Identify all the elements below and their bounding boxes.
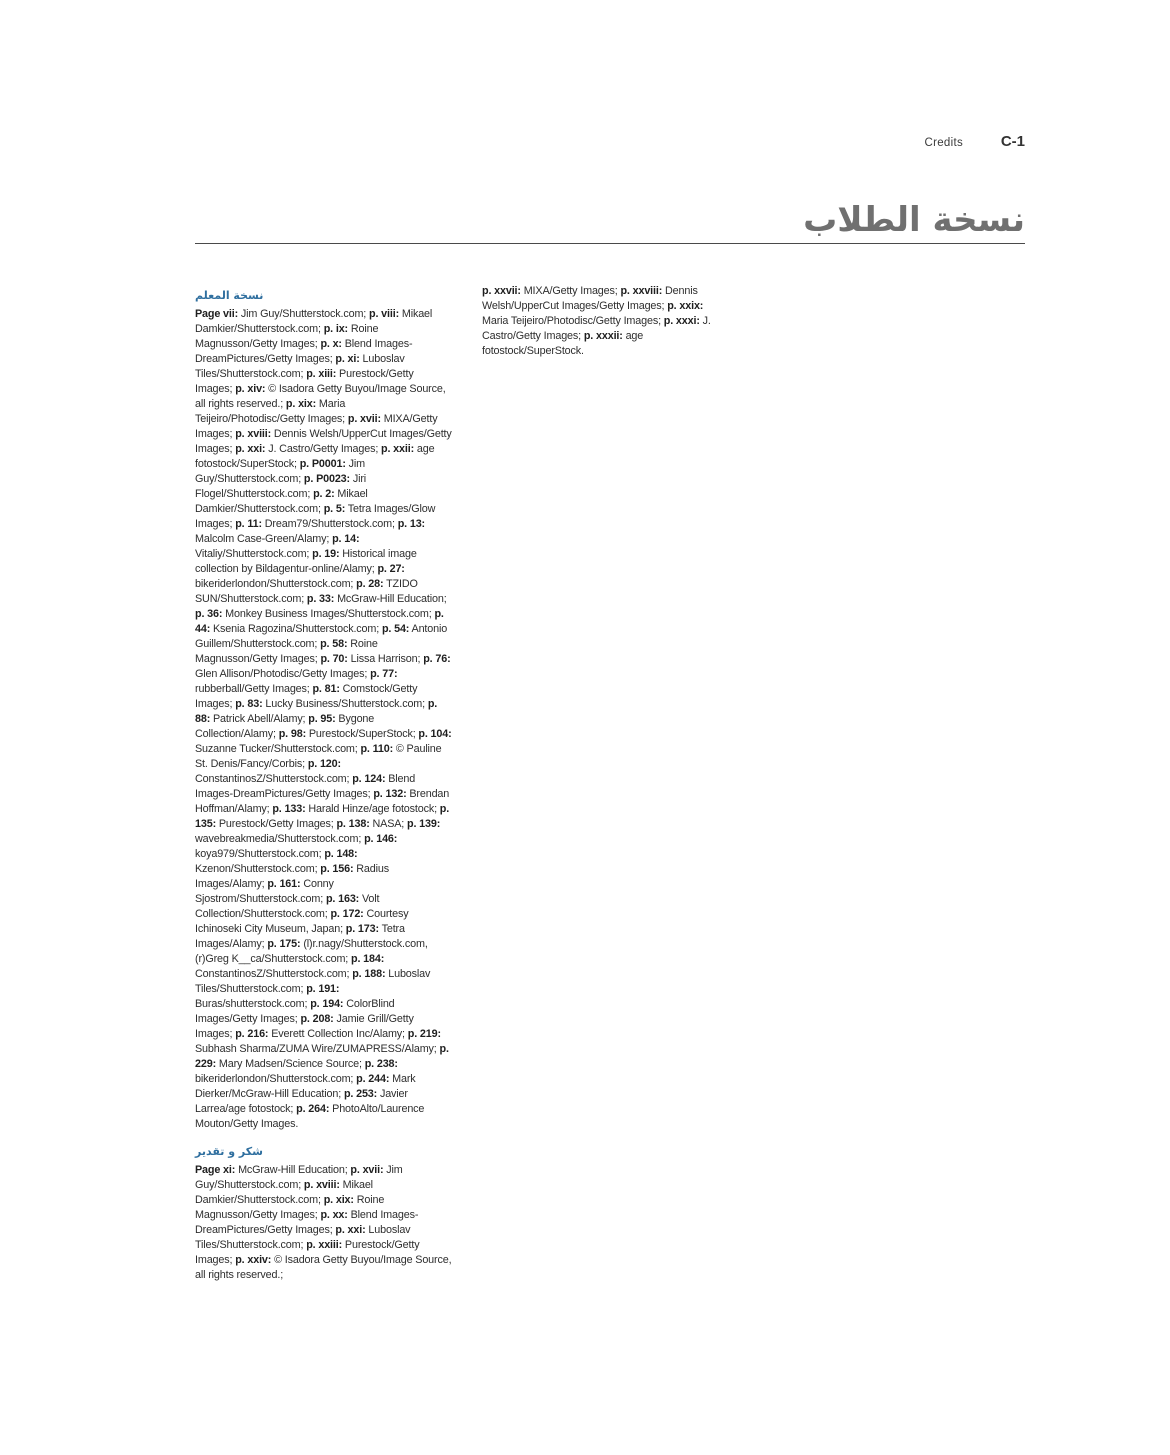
credits-column-left [195, 288, 453, 1283]
page-reference: Page xi: [195, 1164, 236, 1176]
page-reference: p. 173: [345, 923, 379, 935]
header-section-label: Credits [924, 137, 963, 149]
page-reference: p. xix: [323, 1194, 354, 1206]
page-reference: p. 27: [377, 563, 405, 575]
page-reference: p. 238: [364, 1058, 398, 1070]
title-rule [195, 243, 1025, 244]
page-reference: p. xxvii: [482, 285, 521, 297]
page-reference: p. 161: [267, 878, 301, 890]
page-reference: p. 132: [373, 788, 407, 800]
credits-text: p. xxvii: MIXA/Getty Images; p. xxviii: Dennis Welsh/UpperCut Images/Getty Images; p. xxix: Maria Teijeiro/Photodisc/Getty Images; p. xxxi: J. Castro/Getty Images; p. xxxii: age fotostock/SuperStock. [482, 285, 711, 357]
page-reference: p. 191: [306, 983, 340, 995]
page-reference: p. 264: [296, 1103, 330, 1115]
page-reference: p. 138: [336, 818, 370, 830]
page-reference: p. ix: [323, 323, 348, 335]
page-reference: p. 98: [278, 728, 307, 740]
page-reference: p. 120: [307, 758, 341, 770]
page-reference: p. 208: [300, 1013, 334, 1025]
page-reference: p. 81: [312, 683, 340, 695]
page-reference: p. 219: [407, 1028, 441, 1040]
page-reference: p. xxix: [667, 300, 704, 312]
page-reference: p. 58: [320, 638, 348, 650]
page-reference: p. 95: [308, 713, 336, 725]
page-reference: p. xvii: [350, 1164, 384, 1176]
page-reference: p. 172: [330, 908, 364, 920]
page-reference: p. 110: [360, 743, 394, 755]
page-reference: p. xiii: [306, 368, 337, 380]
credits-text: Page xi: McGraw-Hill Education; p. xvii: Jim Guy/Shutterstock.com; p. xviii: Mikael Damkier/Shutterstock.com; p. xix: Roine Magnusson/Getty Images; p. xx: Blend Images-DreamPictures/Getty Images; p. xxi: Luboslav Tiles/Shutterstock.com; p. xxiii: Purestock/Getty Images; p. xxiv: © Isadora Getty Buyou/Image Source, all rights reserved.; [195, 1164, 452, 1281]
page-reference: p. xvii: [347, 413, 381, 425]
page-reference: p. 156: [320, 863, 354, 875]
page-reference: p. 13: [397, 518, 426, 530]
page-reference: p. P0001: [299, 458, 346, 470]
page-title: نسخة الطلاب [803, 200, 1025, 240]
page-reference: p. 253: [343, 1088, 378, 1100]
page-reference: p. xviii: [235, 428, 272, 440]
page-reference: p. 216: [235, 1028, 269, 1040]
page-reference: p. 28: [356, 578, 384, 590]
page-reference: p. 36: [195, 608, 223, 620]
page-reference: p. xxi: [235, 443, 266, 455]
page-reference: p. xxviii: [620, 285, 663, 297]
page-reference: p. 244: [356, 1073, 390, 1085]
running-header [195, 133, 1025, 155]
page-reference: p. 229: [195, 1043, 449, 1070]
page-reference: p. 175: [267, 938, 301, 950]
page-reference: p. xix: [285, 398, 317, 410]
page-reference: p. xxiv: [235, 1254, 272, 1266]
section-heading-teacher-edition: نسخة المعلم [195, 289, 264, 302]
page-reference: p. 54: [381, 623, 410, 635]
page-reference: p. xviii: [303, 1179, 340, 1191]
page-reference: p. x: [320, 338, 342, 350]
page-reference: p. 133: [272, 803, 306, 815]
page-reference: p. 184: [351, 953, 385, 965]
page-reference: p. xxi: [335, 1224, 366, 1236]
page-reference: p. xiv: [235, 383, 266, 395]
page-reference: p. 44: [195, 608, 444, 635]
page-reference: p. xxxi: [663, 315, 700, 327]
page-reference: p. 194: [310, 998, 344, 1010]
page-reference: p. 77: [370, 668, 398, 680]
page-reference: p. P0023: [303, 473, 350, 485]
section-heading-acknowledgements: شكر و تقدير [195, 1145, 263, 1158]
page-reference: p. xxiii: [306, 1239, 343, 1251]
page-reference: p. 124: [352, 773, 386, 785]
credits-text: Page vii: Jim Guy/Shutterstock.com; p. viii: Mikael Damkier/Shutterstock.com; p. ix: Roine Magnusson/Getty Images; p. x: Blend Images-DreamPictures/Getty Images; p. xi: Luboslav Tiles/Shutterstock.com; p. xiii: Purestock/Getty Images; p. xiv: © Isadora Getty Buyou/Image Source, all rights reserved.; p. xix: Maria Teijeiro/Photodisc/Getty Images; p. xvii: MIXA/Getty Images; p. xviii: Dennis Welsh/UpperCut Images/Getty Images; p. xxi: J. Castro/Getty Images; p. xxii: age fotostock/SuperStock; p. P0001: Jim Guy/Shutterstock.com; p. P0023: Jiri Flogel/Shutterstock.com; p. 2: Mikael Damkier/Shutterstock.com; p. 5: Tetra Images/Glow Images; p. 11: Dream79/Shutterstock.com; p. 13: Malcolm Case-Green/Alamy; p. 14: Vitaliy/Shutterstock.com; p. 19: Historical image collection by Bildagentur-online/Alamy; p. 27: bikeriderlondon/Shutterstock.com; p. 28: TZIDO SUN/Shutterstock.com; p. 33: McGraw-Hill Education; p. 36: Monkey Business Images/Shutterstock.com; p. 44: Ksenia Ragozina/Shutterstock.com; p. 54: Antonio Guillem/Shutterstock.com; p. 58: Roine Magnusson/Getty Images; p. 70: Lissa Harrison; p. 76: Glen Allison/Photodisc/Getty Images; p. 77: rubberball/Getty Images; p. 81: Comstock/Getty Images; p. 83: Lucky Business/Shutterstock.com; p. 88: Patrick Abell/Alamy; p. 95: Bygone Collection/Alamy; p. 98: Purestock/SuperStock; p. 104: Suzanne Tucker/Shutterstock.com; p. 110: © Pauline St. Denis/Fancy/Corbis; p. 120: ConstantinosZ/Shutterstock.com; p. 124: Blend Images-DreamPictures/Getty Images; p. 132: Brendan Hoffman/Alamy; p. 133: Harald Hinze/age fotostock; p. 135: Purestock/Getty Images; p. 138: NASA; p. 139: wavebreakmedia/Shutterstock.com; p. 146: koya979/Shutterstock.com; p. 148: Kzenon/Shutterstock.com; p. 156: Radius Images/Alamy; p. 161: Conny Sjostrom/Shutterstock.com; p. 163: Volt Collection/Shutterstock.com; p. 172: Courtesy Ichinoseki City Museum, Japan; p. 173: Tetra Images/Alamy; p. 175: (l)r.nagy/Shutterstock.com, (r)Greg K__ca/Shutterstock.com; p. 184: ConstantinosZ/Shutterstock.com; p. 188: Luboslav Tiles/Shutterstock.com; p. 191: Buras/shutterstock.com; p. 194: ColorBlind Images/Getty Images; p. 208: Jamie Grill/Getty Images; p. 216: Everett Collection Inc/Alamy; p. 219: Subhash Sharma/ZUMA Wire/ZUMAPRESS/Alamy; p. 229: Mary Madsen/Science Source; p. 238: bikeriderlondon/Shutterstock.com; p. 244: Mark Dierker/McGraw-Hill Education; p. 253: Javier Larrea/age fotostock; p. 264: PhotoAlto/Laurence Mouton/Getty Images. [195, 308, 452, 1130]
page-reference: p. 188: [352, 968, 386, 980]
page-reference: p. 76: [423, 653, 451, 665]
page-reference: p. 148: [324, 848, 358, 860]
page-reference: p. 70: [320, 653, 348, 665]
page-reference: Page vii: [195, 308, 239, 320]
page-number: C-1 [1000, 133, 1025, 150]
page-reference: p. 146: [364, 833, 398, 845]
page-reference: p. 139: [407, 818, 441, 830]
page-reference: p. 33: [306, 593, 335, 605]
credits-column-right [482, 284, 732, 359]
page-reference: p. 163: [325, 893, 360, 905]
page-reference: p. 5: [323, 503, 346, 515]
page-reference: p. 135: [195, 803, 450, 830]
page-reference: p. 19: [312, 548, 340, 560]
page-reference: p. 104: [418, 728, 452, 740]
page-reference: p. xxxii: [583, 330, 623, 342]
page-reference: p. 14: [332, 533, 360, 545]
page-reference: p. xi: [335, 353, 360, 365]
page-reference: p. xx: [320, 1209, 348, 1221]
page-reference: p. xxii: [381, 443, 415, 455]
page-reference: p. 88: [195, 698, 438, 725]
page-reference: p. 83: [235, 698, 263, 710]
page-reference: p. 11: [235, 518, 262, 530]
page-reference: p. viii: [369, 308, 400, 320]
page-reference: p. 2: [313, 488, 335, 500]
